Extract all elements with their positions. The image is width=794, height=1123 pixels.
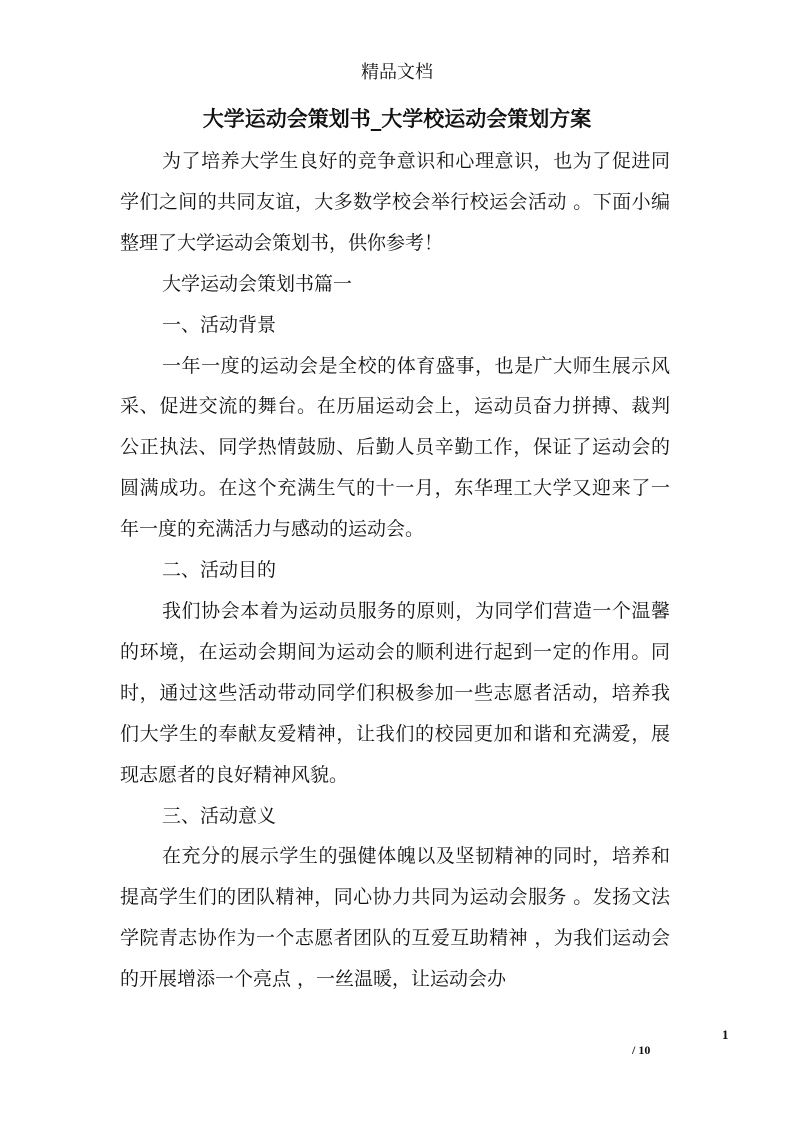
header-label: 精品文档 (361, 62, 433, 83)
paragraph-intro: 为了培养大学生良好的竞争意识和心理意识，也为了促进同学们之间的共同友谊，大多数学校会举行校运会活动 。下面小编整理了大学运动会策划书，供你参考！ (120, 150, 670, 254)
document-body (120, 141, 670, 1000)
page-total: / 10 (632, 1043, 651, 1057)
paragraph-purpose: 我们协会本着为运动员服务的原则，为同学们营造一个温馨的环境，在运动会期间为运动会的顺利进行起到一定的作用。同时，通过这些活动带动同学们积极参加一些志愿者活动，培养我们大学生的奉献友爱精神，让我们的校园更加和谐和充满爱，展现志愿者的良好精神风貌。 (120, 599, 670, 786)
page-number: 1 (722, 1027, 729, 1042)
section-heading-purpose: 二、活动目的 (162, 559, 277, 582)
paragraph-significance: 在充分的展示学生的强健体魄以及坚韧精神的同时，培养和提高学生们的团队精神，同心协力共同为运动会服务 。发扬文法学院青志协作为一个志愿者团队的互爱互助精神 ，为我们运动会的开展增添一个亮点 ，一丝温暖，让运动会办 (120, 845, 670, 991)
paragraph-background: 一年一度的运动会是全校的体育盛事，也是广大师生展示风采、促进交流的舞台。在历届运动会上，运动员奋力拼搏、裁判公正执法、同学热情鼓励、后勤人员辛勤工作，保证了运动会的圆满成功。在这个充满生气的十一月，东华理工大学又迎来了一年一度的充满活力与感动的运动会。 (120, 354, 670, 541)
section-heading-part-one: 大学运动会策划书篇一 (162, 272, 353, 295)
section-heading-significance: 三、活动意义 (162, 804, 277, 827)
section-heading-background: 一、活动背景 (162, 313, 277, 336)
document-title: 大学运动会策划书_大学校运动会策划方案 (202, 106, 592, 131)
